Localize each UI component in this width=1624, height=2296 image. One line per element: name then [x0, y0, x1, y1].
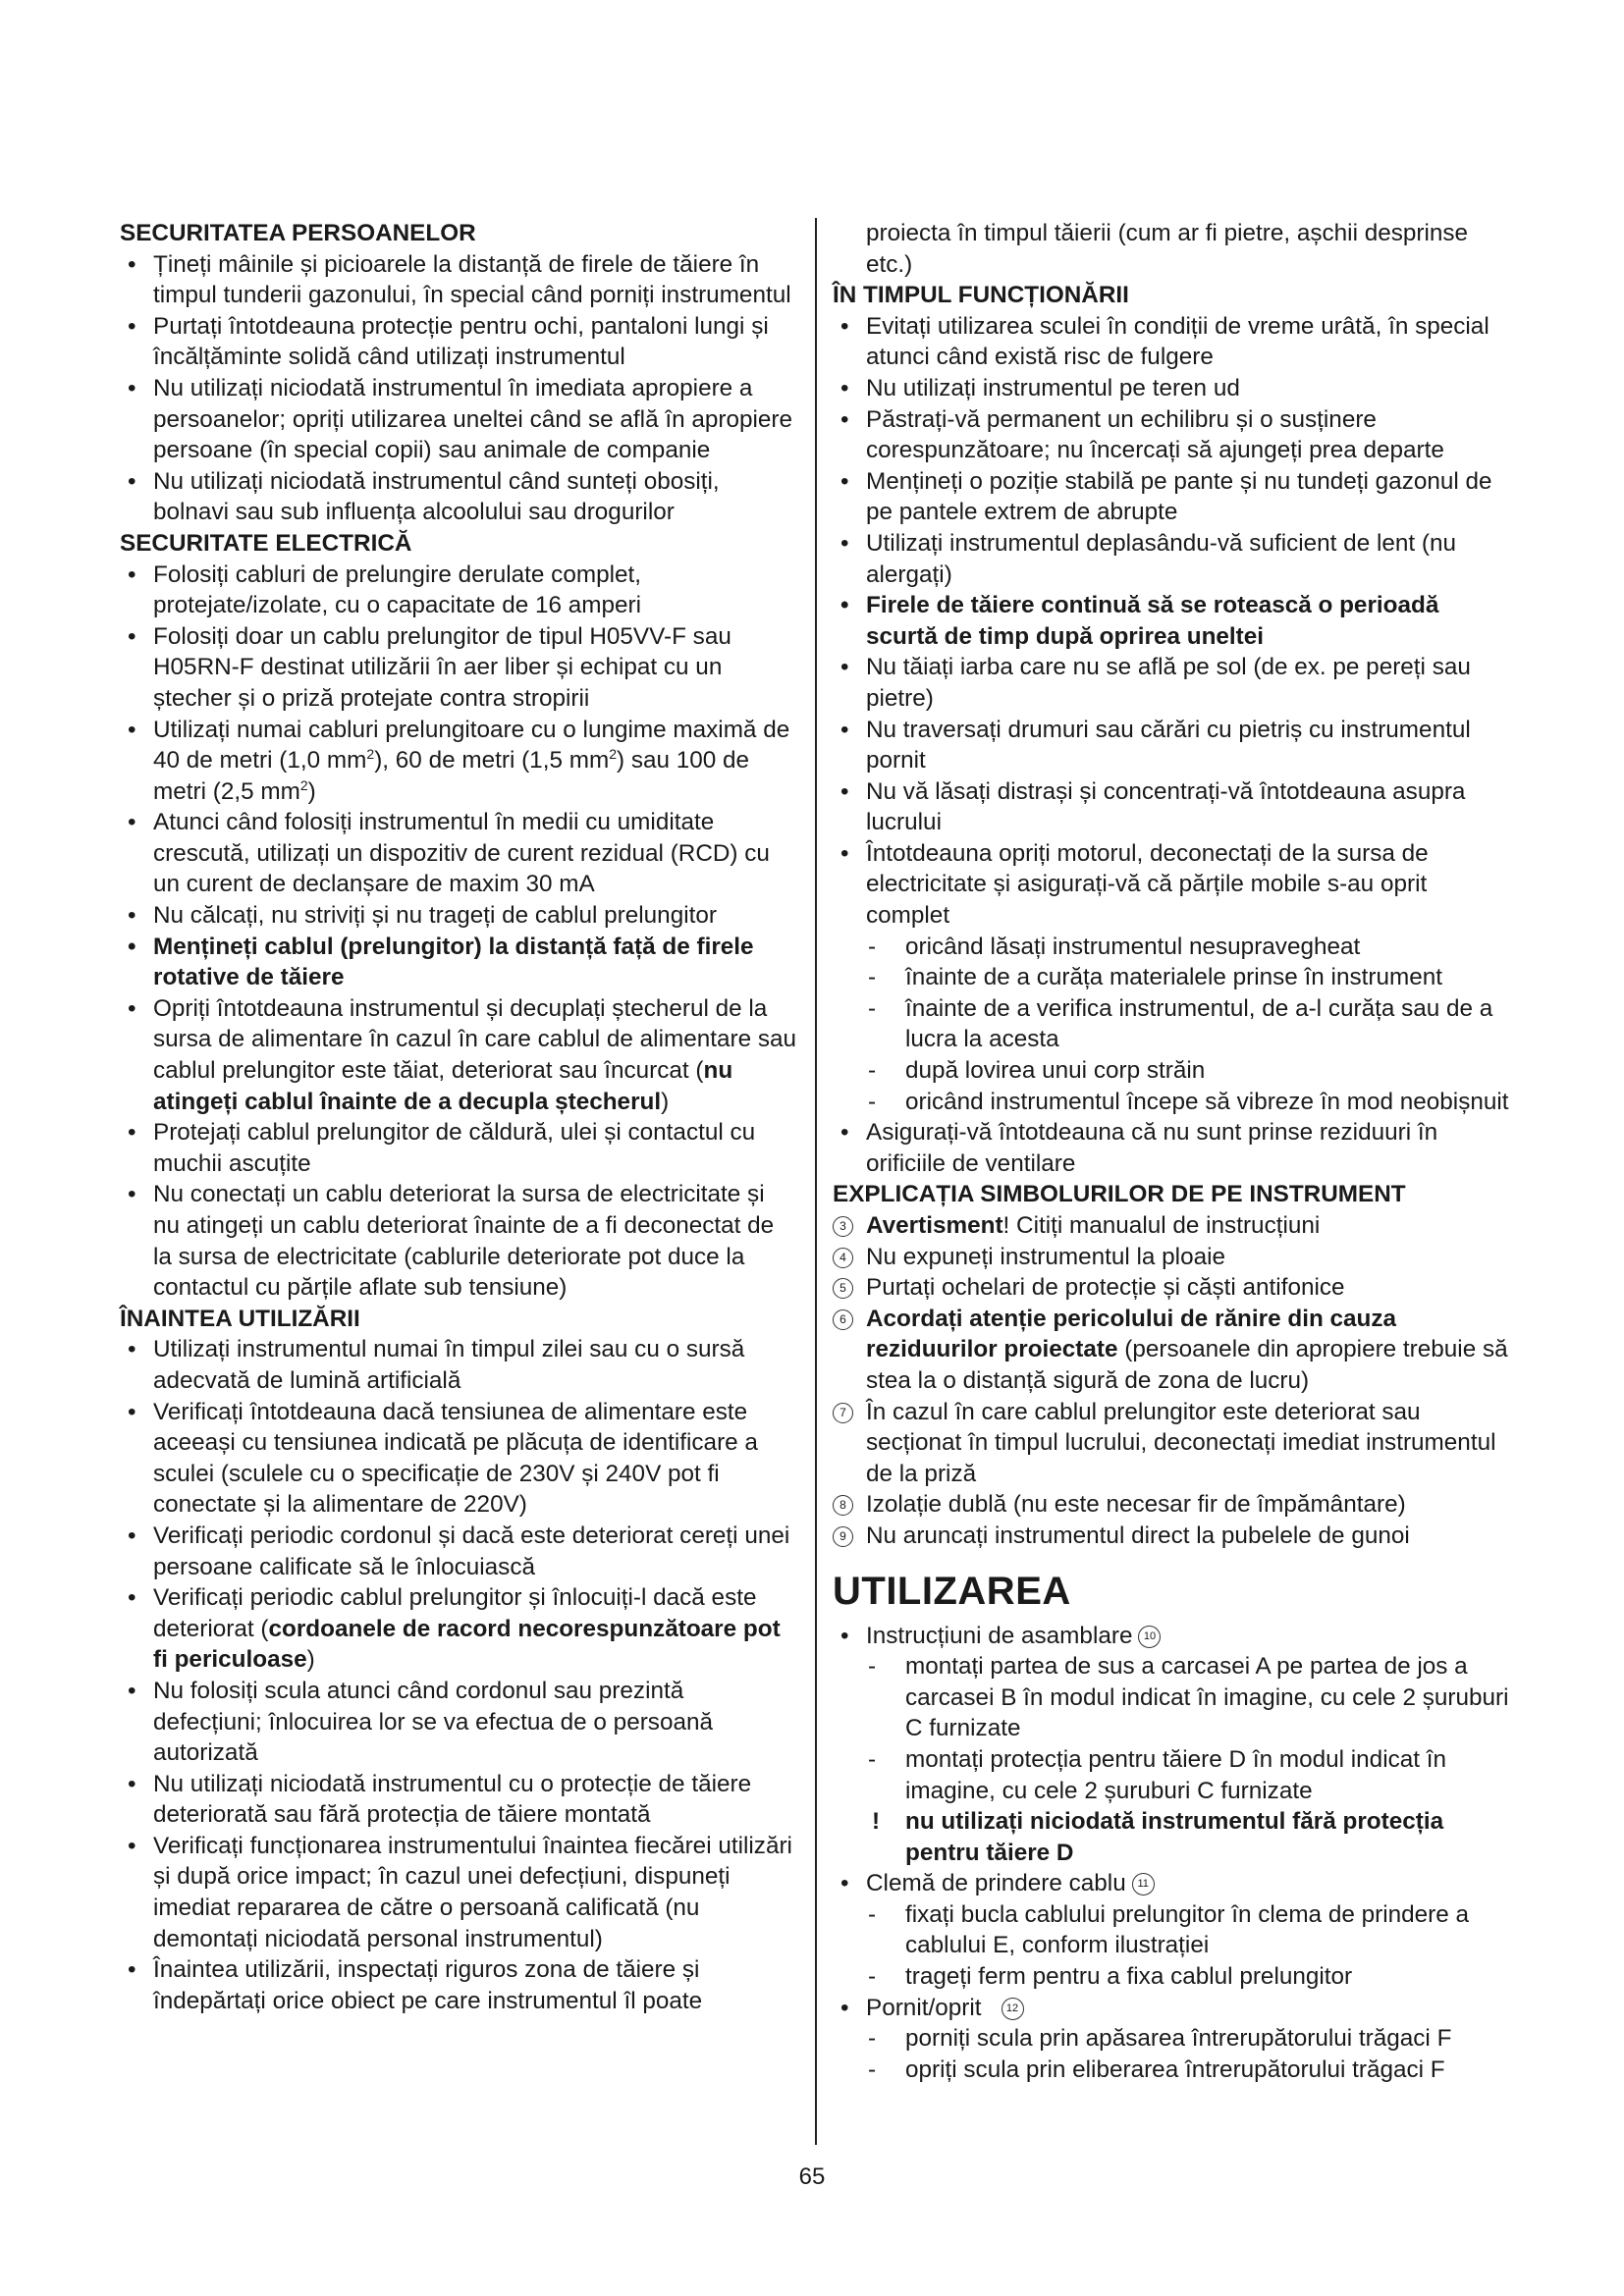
heading-securitatea-persoanelor: SECURITATEA PERSOANELOR [120, 220, 476, 246]
list-item: • Mențineți cablul (prelungitor) la distanță față de firele rotative de tăiere [120, 932, 797, 993]
symbol-item: 9 Nu aruncați instrumentul direct la pubelele de gunoi [833, 1521, 1510, 1552]
sub-list-item: - trageți ferm pentru a fixa cablul prelungitor [833, 1961, 1510, 1993]
list-item: • Opriți întotdeauna instrumentul și decuplați ștecherul de la sursa de alimentare în cazul în care cablul de alimentare sau cablul prelungitor este tăiat, deteriorat sau încurcat (nu atingeți cablul înainte de a decupla ștecherul) [120, 993, 797, 1117]
list-item: • Folosiți doar un cablu prelungitor de tipul H05VV-F sau H05RN-F destinat utilizării în aer liber și echipat cu un ștecher și o priză protejate contra stropirii [120, 621, 797, 715]
list-item: • Nu conectați un cablu deteriorat la sursa de electricitate și nu atingeți un cablu deteriorat înainte de a fi deconectat de la sursa de electricitate (cablurile deteriorate pot duce la contactul cu părțile aflate sub tensiune) [120, 1179, 797, 1303]
list-item: • Firele de tăiere continuă să se rotească o perioadă scurtă de timp după oprirea uneltei [833, 590, 1510, 652]
sub-list-item: - porniți scula prin apăsarea întrerupătorului trăgaci F [833, 2023, 1510, 2055]
list-item: • Utilizați numai cabluri prelungitoare cu o lungime maximă de 40 de metri (1,0 $mm^2$), 60 de metri (1,5 $mm^2$) sau 100 de metri (2,5 $mm^2$) [120, 715, 797, 808]
list-item: • Nu călcați, nu striviți și nu trageți de cablul prelungitor [120, 900, 797, 932]
list-item: • Folosiți cabluri de prelungire derulate complet, protejate/izolate, cu o capacitate de 16 amperi [120, 560, 797, 621]
list-item: • Nu vă lăsați distrași și concentrați-vă întotdeauna asupra lucrului [833, 776, 1510, 838]
circled-number-icon: 12 [1001, 1998, 1024, 2020]
symbol-item: 7 În cazul în care cablul prelungitor este deteriorat sau secționat în timpul lucrului, deconectați imediat instrumentul de la priză [833, 1397, 1510, 1490]
symbol-item: 6 Acordați atenție pericolului de rănire din cauza reziduurilor proiectate (persoanele din apropiere trebuie să stea la o distanță sigură de zona de lucru) [833, 1304, 1510, 1397]
list-item: • Evitați utilizarea sculei în condiții de vreme urâtă, în special atunci când există risc de fulgere [833, 311, 1510, 373]
circled-number-icon: 3 [833, 1216, 853, 1237]
list-item: • Înaintea utilizării, inspectați riguros zona de tăiere și îndepărtați orice obiect pe care instrumentul îl poate [120, 1954, 797, 2016]
list-item: • Nu tăiați iarba care nu se află pe sol (de ex. pe pereți sau pietre) [833, 652, 1510, 714]
sub-list-item: - fixați bucla cablului prelungitor în clema de prindere a cablului E, conform ilustrației [833, 1899, 1510, 1961]
sub-list-item: - oricând instrumentul începe să vibreze în mod neobișnuit [833, 1087, 1510, 1118]
list-item: • Țineți mâinile și picioarele la distanță de firele de tăiere în timpul tunderii gazonului, în special când porniți instrumentul [120, 249, 797, 311]
sub-list-item: - oricând lăsați instrumentul nesupravegheat [833, 932, 1510, 963]
list-item: • Păstrați-vă permanent un echilibru și o susținere corespunzătoare; nu încercați să ajungeți prea departe [833, 404, 1510, 466]
circled-number-icon: 5 [833, 1278, 853, 1299]
symbol-item: 8 Izolație dublă (nu este necesar fir de împământare) [833, 1489, 1510, 1521]
heading-securitate-electrica: SECURITATE ELECTRICĂ [120, 529, 412, 557]
list-item: • Nu utilizați niciodată instrumentul când sunteți obosiți, bolnavi sau sub influența alcoolului sau drogurilor [120, 466, 797, 528]
list-item: • Verificați periodic cordonul și dacă este deteriorat cereți unei persoane calificate să le înlocuiască [120, 1521, 797, 1582]
sub-list-item: - montați protecția pentru tăiere D în modul indicat în imagine, cu cele 2 șuruburi C furnizate [833, 1744, 1510, 1806]
list-item: • Utilizați instrumentul deplasându-vă suficient de lent (nu alergați) [833, 528, 1510, 590]
list-item: • Utilizați instrumentul numai în timpul zilei sau cu o sursă adecvată de lumină artificială [120, 1334, 797, 1396]
list-item: • Protejați cablul prelungitor de căldură, ulei și contactul cu muchii ascuțite [120, 1117, 797, 1179]
list-item: • Nu folosiți scula atunci când cordonul sau prezintă defecțiuni; înlocuirea lor se va efectua de o persoană autorizată [120, 1676, 797, 1769]
warning-item: ! nu utilizați niciodată instrumentul fără protecția pentru tăiere D [833, 1806, 1510, 1868]
list-item: • Nu traversați drumuri sau cărări cu pietriș cu instrumentul pornit [833, 715, 1510, 776]
sub-list-item: - după lovirea unui corp străin [833, 1055, 1510, 1087]
circled-number-icon: 11 [1132, 1873, 1155, 1896]
sub-list-item: - înainte de a verifica instrumentul, de a-l curăța sau de a lucra la acesta [833, 993, 1510, 1055]
list-item: • Asigurați-vă întotdeauna că nu sunt prinse reziduuri în orificiile de ventilare [833, 1117, 1510, 1179]
list-item: • Instrucțiuni de asamblare 10 [833, 1621, 1510, 1652]
circled-number-icon: 8 [833, 1495, 853, 1516]
right-column [833, 218, 1510, 2085]
symbol-item: 5 Purtați ochelari de protecție și căști antifonice [833, 1272, 1510, 1304]
circled-number-icon: 9 [833, 1526, 853, 1547]
section-title-utilizarea: UTILIZAREA [833, 1569, 1071, 1613]
list-item: • Clemă de prindere cablu 11 [833, 1868, 1510, 1899]
circled-number-icon: 10 [1138, 1626, 1161, 1648]
list-item: • Mențineți o poziție stabilă pe pante și nu tundeți gazonul de pe pantele extrem de abrupte [833, 466, 1510, 528]
sub-list-item: - montați partea de sus a carcasei A pe partea de jos a carcasei B în modul indicat în imagine, cu cele 2 șuruburi C furnizate [833, 1651, 1510, 1744]
list-item: • Verificați funcționarea instrumentului înaintea fiecărei utilizări și după orice impact; în cazul unei defecțiuni, dispuneți imediat repararea de către o persoană calificată (nu demontați niciodată personal instrumentul) [120, 1831, 797, 1954]
list-item: • Verificați întotdeauna dacă tensiunea de alimentare este aceeași cu tensiunea indicată pe plăcuța de identificare a sculei (sculele cu o specificație de 230V și 240V pot fi conectate și la alimentare de 220V) [120, 1397, 797, 1521]
circled-number-icon: 4 [833, 1248, 853, 1268]
symbol-item: 3 Avertisment! Citiți manualul de instrucțiuni [833, 1210, 1510, 1242]
list-item: • Nu utilizați instrumentul pe teren ud [833, 373, 1510, 404]
circled-number-icon: 6 [833, 1309, 853, 1330]
list-item: • Atunci când folosiți instrumentul în medii cu umiditate crescută, utilizați un dispozitiv de curent rezidual (RCD) cu un curent de declanșare de maxim 30 mA [120, 807, 797, 900]
column-divider [815, 218, 817, 2145]
list-item: • Nu utilizați niciodată instrumentul cu o protecție de tăiere deteriorată sau fără protecția de tăiere montată [120, 1769, 797, 1831]
list-item: • Pornit/oprit 12 [833, 1993, 1510, 2024]
left-column [120, 218, 797, 2016]
heading-inaintea-utilizarii: ÎNAINTEA UTILIZĂRII [120, 1305, 360, 1332]
list-item: • Nu utilizați niciodată instrumentul în imediata apropiere a persoanelor; opriți utilizarea uneltei când se află în apropiere persoane (în special copii) sau animale de companie [120, 373, 797, 466]
sub-list-item: - opriți scula prin eliberarea întrerupătorului trăgaci F [833, 2055, 1510, 2086]
circled-number-icon: 7 [833, 1403, 853, 1423]
continued-text: proiecta în timpul tăierii (cum ar fi pietre, așchii desprinse etc.) [866, 220, 1469, 278]
sub-list-item: - înainte de a curăța materialele prinse în instrument [833, 962, 1510, 993]
heading-explicatia-simbolurilor: EXPLICAȚIA SIMBOLURILOR DE PE INSTRUMENT [833, 1181, 1406, 1208]
list-item: • Întotdeauna opriți motorul, deconectați de la sursa de electricitate și asigurați-vă că părțile mobile s-au oprit complet [833, 838, 1510, 932]
page-number: 65 [798, 2163, 826, 2190]
symbol-item: 4 Nu expuneți instrumentul la ploaie [833, 1242, 1510, 1273]
list-item: • Purtați întotdeauna protecție pentru ochi, pantaloni lungi și încălțăminte solidă când utilizați instrumentul [120, 311, 797, 373]
list-item: • Verificați periodic cablul prelungitor și înlocuiți-l dacă este deteriorat (cordoanele de racord necorespunzătoare pot fi periculoase) [120, 1582, 797, 1676]
heading-in-timpul-functionarii: ÎN TIMPUL FUNCȚIONĂRII [833, 282, 1129, 309]
